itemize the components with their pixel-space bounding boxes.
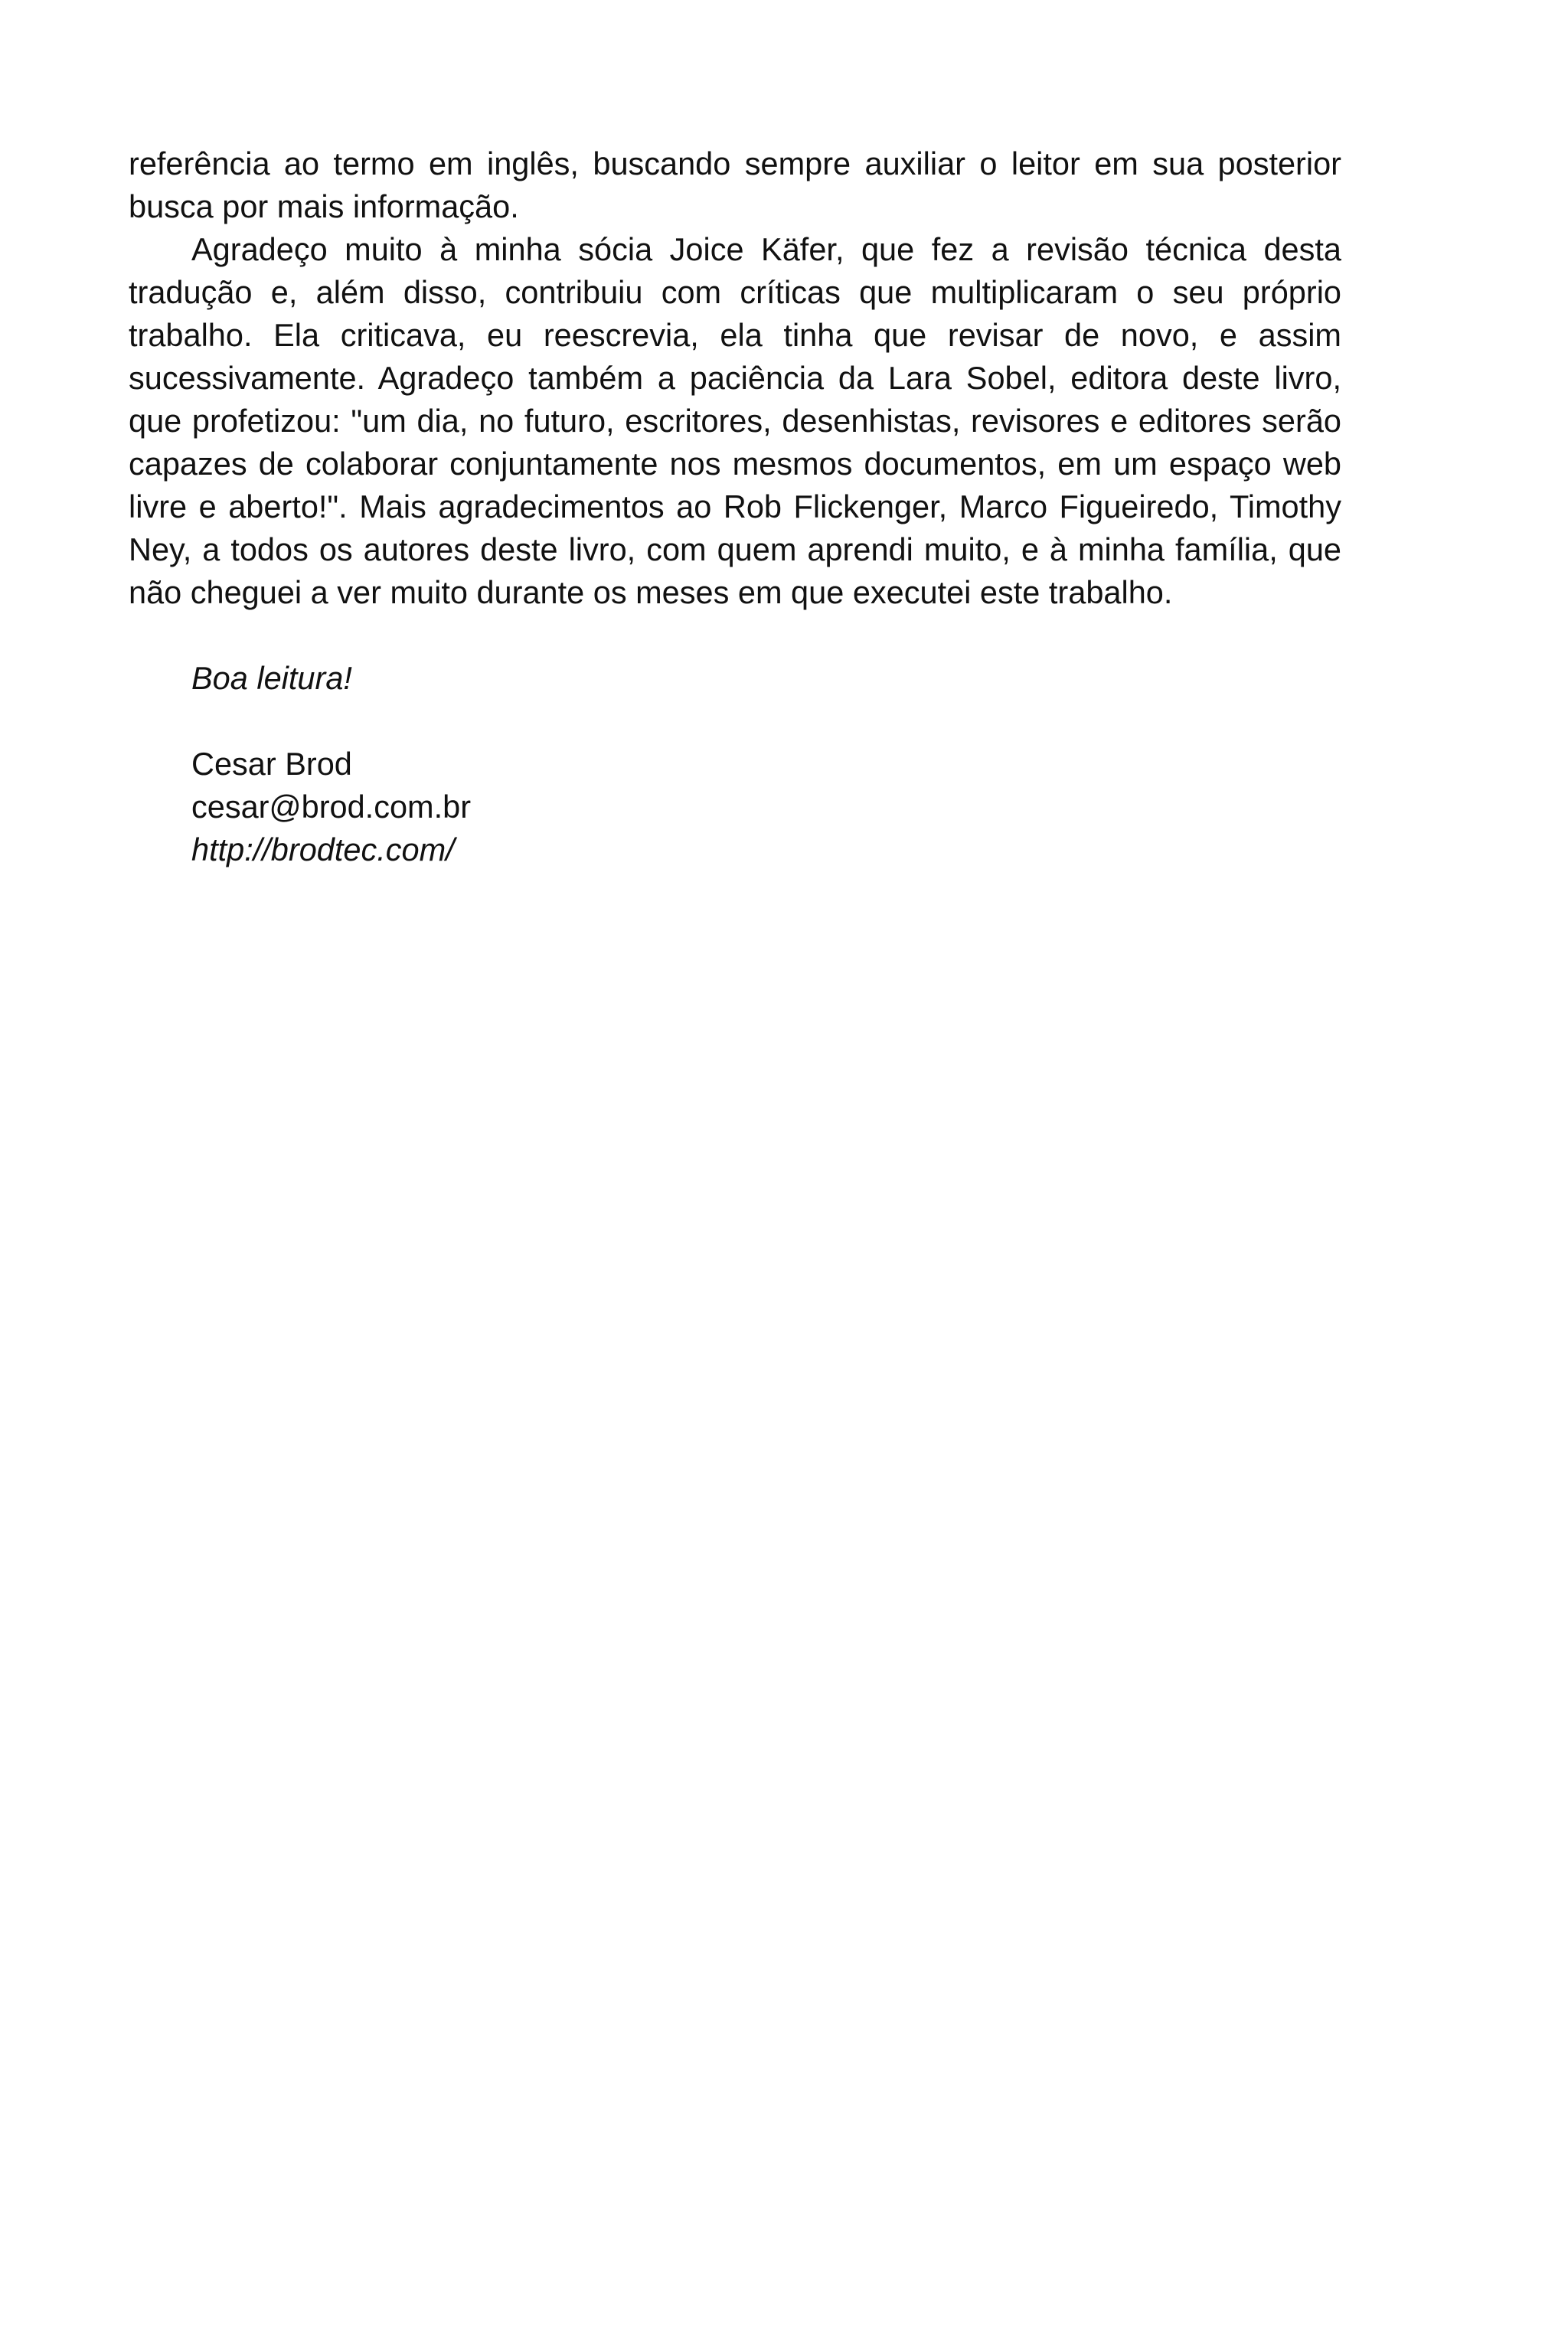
document-page (129, 142, 1341, 871)
closing-greeting: Boa leitura! (191, 660, 352, 696)
spacer (129, 700, 1341, 743)
author-website: http://brodtec.com/ (191, 831, 455, 867)
spacer (129, 614, 1341, 657)
paragraph-acknowledgements: Agradeço muito à minha sócia Joice Käfer, que fez a revisão técnica desta tradução e, além disso, contribuiu com críticas que multiplicaram o seu próprio trabalho. Ela criticava, eu reescrevia, ela tinha que revisar de novo, e assim sucessivamente. Agradeço também a paciência da Lara Sobel, editora deste livro, que profetizou: "um dia, no futuro, escritores, desenhistas, revisores e editores serão capazes de colaborar conjuntamente nos mesmos documentos, em um espaço web livre e aberto!". Mais agradecimentos ao Rob Flickenger, Marco Figueiredo, Timothy Ney, a todos os autores deste livro, com quem aprendi muito, e à minha família, que não cheguei a ver muito durante os meses em que executei este trabalho. (129, 231, 1341, 610)
author-email: cesar@brod.com.br (191, 789, 472, 825)
paragraph-continuation: referência ao termo em inglês, buscando sempre auxiliar o leitor em sua posterior busca por mais informação. (129, 145, 1341, 224)
author-name: Cesar Brod (191, 746, 352, 782)
signature-block (129, 743, 1341, 871)
